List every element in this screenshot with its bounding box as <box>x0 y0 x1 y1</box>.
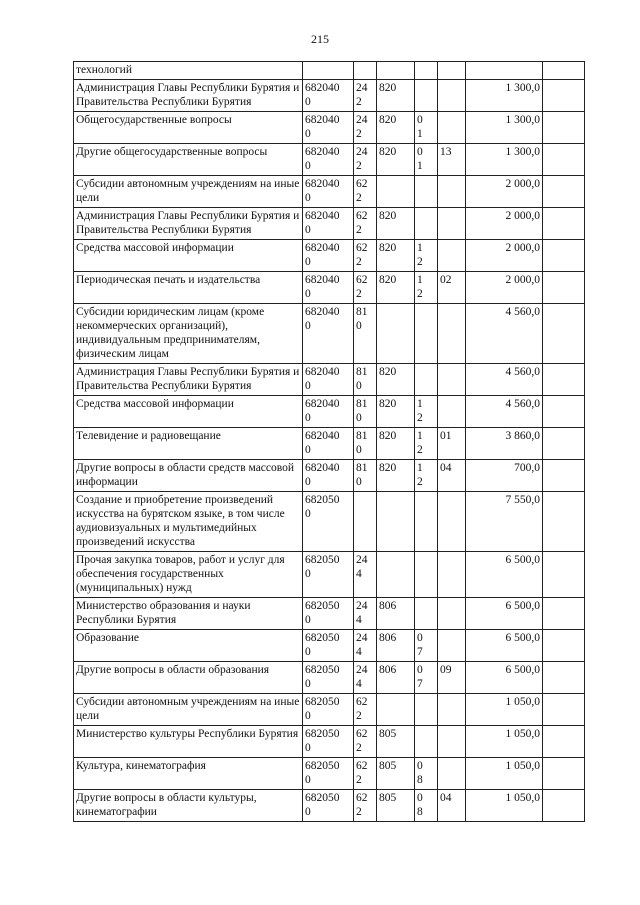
amount-cell: 1 050,0 <box>466 758 543 790</box>
section-cell: 0 7 <box>415 662 438 694</box>
table-row <box>74 662 585 694</box>
department-code-cell: 820 <box>377 272 415 304</box>
empty-cell <box>543 176 585 208</box>
section-cell <box>415 552 438 598</box>
section-cell <box>415 492 438 552</box>
table-row <box>74 428 585 460</box>
table-row <box>74 364 585 396</box>
department-code-cell: 805 <box>377 758 415 790</box>
item-name-cell: Телевидение и радиовещание <box>74 428 303 460</box>
subsection-cell <box>438 62 466 80</box>
item-name-cell: Прочая закупка товаров, работ и услуг для обеспечения государственных (муниципальных) нужд <box>74 552 303 598</box>
department-code-cell: 820 <box>377 240 415 272</box>
section-cell <box>415 304 438 364</box>
amount-cell: 2 000,0 <box>466 240 543 272</box>
target-code-cell: 682040 0 <box>303 272 354 304</box>
expense-type-cell: 62 2 <box>354 208 377 240</box>
item-name-cell: Другие вопросы в области образования <box>74 662 303 694</box>
expense-type-cell: 24 2 <box>354 112 377 144</box>
empty-cell <box>543 208 585 240</box>
empty-cell <box>543 758 585 790</box>
department-code-cell: 820 <box>377 428 415 460</box>
target-code-cell: 682040 0 <box>303 176 354 208</box>
amount-cell: 6 500,0 <box>466 552 543 598</box>
target-code-cell: 682040 0 <box>303 240 354 272</box>
section-cell: 1 2 <box>415 272 438 304</box>
table-row <box>74 208 585 240</box>
subsection-cell: 09 <box>438 662 466 694</box>
table-row <box>74 396 585 428</box>
item-name-cell: Субсидии автономным учреждениям на иные цели <box>74 694 303 726</box>
target-code-cell: 682040 0 <box>303 144 354 176</box>
section-cell <box>415 176 438 208</box>
empty-cell <box>543 630 585 662</box>
target-code-cell: 682040 0 <box>303 208 354 240</box>
expense-type-cell: 81 0 <box>354 364 377 396</box>
section-cell <box>415 62 438 80</box>
target-code-cell: 682050 0 <box>303 726 354 758</box>
item-name-cell: Администрация Главы Республики Бурятия и Правительства Республики Бурятия <box>74 80 303 112</box>
expense-type-cell: 62 2 <box>354 726 377 758</box>
table-row <box>74 112 585 144</box>
amount-cell: 6 500,0 <box>466 630 543 662</box>
amount-cell: 1 050,0 <box>466 790 543 822</box>
subsection-cell: 04 <box>438 790 466 822</box>
expense-type-cell: 62 2 <box>354 790 377 822</box>
table-row <box>74 694 585 726</box>
target-code-cell: 682040 0 <box>303 428 354 460</box>
item-name-cell: Образование <box>74 630 303 662</box>
target-code-cell: 682040 0 <box>303 460 354 492</box>
table-row <box>74 240 585 272</box>
department-code-cell: 820 <box>377 396 415 428</box>
department-code-cell <box>377 694 415 726</box>
item-name-cell: Администрация Главы Республики Бурятия и Правительства Республики Бурятия <box>74 364 303 396</box>
item-name-cell: Средства массовой информации <box>74 396 303 428</box>
section-cell: 1 2 <box>415 428 438 460</box>
subsection-cell <box>438 304 466 364</box>
expense-type-cell: 62 2 <box>354 272 377 304</box>
empty-cell <box>543 62 585 80</box>
department-code-cell <box>377 552 415 598</box>
empty-cell <box>543 240 585 272</box>
expense-type-cell: 24 4 <box>354 662 377 694</box>
subsection-cell <box>438 552 466 598</box>
department-code-cell: 805 <box>377 726 415 758</box>
subsection-cell <box>438 630 466 662</box>
empty-cell <box>543 112 585 144</box>
section-cell <box>415 208 438 240</box>
empty-cell <box>543 492 585 552</box>
expense-type-cell: 62 2 <box>354 240 377 272</box>
department-code-cell <box>377 492 415 552</box>
section-cell <box>415 598 438 630</box>
subsection-cell <box>438 694 466 726</box>
item-name-cell: Общегосударственные вопросы <box>74 112 303 144</box>
department-code-cell: 806 <box>377 630 415 662</box>
department-code-cell: 820 <box>377 144 415 176</box>
expense-type-cell: 24 2 <box>354 144 377 176</box>
subsection-cell <box>438 240 466 272</box>
section-cell: 0 7 <box>415 630 438 662</box>
department-code-cell: 806 <box>377 662 415 694</box>
section-cell <box>415 80 438 112</box>
empty-cell <box>543 662 585 694</box>
amount-cell: 1 050,0 <box>466 726 543 758</box>
empty-cell <box>543 144 585 176</box>
department-code-cell: 805 <box>377 790 415 822</box>
section-cell <box>415 694 438 726</box>
section-cell: 1 2 <box>415 240 438 272</box>
table-row <box>74 304 585 364</box>
subsection-cell <box>438 598 466 630</box>
target-code-cell: 682050 0 <box>303 662 354 694</box>
expense-type-cell: 24 4 <box>354 630 377 662</box>
section-cell: 0 8 <box>415 790 438 822</box>
empty-cell <box>543 694 585 726</box>
section-cell <box>415 364 438 396</box>
table-row <box>74 272 585 304</box>
department-code-cell <box>377 176 415 208</box>
expense-type-cell <box>354 492 377 552</box>
target-code-cell: 682050 0 <box>303 694 354 726</box>
section-cell: 0 1 <box>415 144 438 176</box>
table-row <box>74 758 585 790</box>
department-code-cell: 820 <box>377 208 415 240</box>
amount-cell: 1 300,0 <box>466 80 543 112</box>
subsection-cell <box>438 364 466 396</box>
table-row <box>74 726 585 758</box>
empty-cell <box>543 598 585 630</box>
department-code-cell: 820 <box>377 112 415 144</box>
table-row <box>74 492 585 552</box>
item-name-cell: технологий <box>74 62 303 80</box>
subsection-cell: 13 <box>438 144 466 176</box>
amount-cell: 7 550,0 <box>466 492 543 552</box>
target-code-cell: 682050 0 <box>303 758 354 790</box>
amount-cell <box>466 62 543 80</box>
amount-cell: 2 000,0 <box>466 272 543 304</box>
expense-type-cell: 62 2 <box>354 758 377 790</box>
item-name-cell: Министерство образования и науки Республики Бурятия <box>74 598 303 630</box>
empty-cell <box>543 726 585 758</box>
amount-cell: 4 560,0 <box>466 304 543 364</box>
target-code-cell: 682050 0 <box>303 598 354 630</box>
target-code-cell: 682040 0 <box>303 112 354 144</box>
target-code-cell: 682040 0 <box>303 304 354 364</box>
item-name-cell: Другие общегосударственные вопросы <box>74 144 303 176</box>
empty-cell <box>543 552 585 598</box>
expense-type-cell: 81 0 <box>354 460 377 492</box>
table-row <box>74 460 585 492</box>
subsection-cell <box>438 80 466 112</box>
expense-type-cell: 62 2 <box>354 694 377 726</box>
section-cell: 0 8 <box>415 758 438 790</box>
expense-type-cell <box>354 62 377 80</box>
amount-cell: 6 500,0 <box>466 662 543 694</box>
target-code-cell: 682050 0 <box>303 552 354 598</box>
budget-table <box>73 61 585 822</box>
item-name-cell: Культура, кинематография <box>74 758 303 790</box>
empty-cell <box>543 272 585 304</box>
item-name-cell: Субсидии юридическим лицам (кроме некоммерческих организаций), индивидуальным предпринимателям, физическим лицам <box>74 304 303 364</box>
subsection-cell: 04 <box>438 460 466 492</box>
subsection-cell <box>438 112 466 144</box>
department-code-cell <box>377 304 415 364</box>
empty-cell <box>543 428 585 460</box>
subsection-cell <box>438 492 466 552</box>
section-cell <box>415 726 438 758</box>
target-code-cell: 682040 0 <box>303 396 354 428</box>
amount-cell: 6 500,0 <box>466 598 543 630</box>
expense-type-cell: 24 2 <box>354 80 377 112</box>
empty-cell <box>543 396 585 428</box>
subsection-cell <box>438 758 466 790</box>
expense-type-cell: 62 2 <box>354 176 377 208</box>
amount-cell: 700,0 <box>466 460 543 492</box>
expense-type-cell: 81 0 <box>354 396 377 428</box>
subsection-cell: 01 <box>438 428 466 460</box>
empty-cell <box>543 80 585 112</box>
table-row <box>74 144 585 176</box>
budget-table-body <box>74 62 585 822</box>
amount-cell: 1 300,0 <box>466 144 543 176</box>
subsection-cell <box>438 208 466 240</box>
section-cell: 1 2 <box>415 460 438 492</box>
table-row <box>74 80 585 112</box>
target-code-cell: 682040 0 <box>303 80 354 112</box>
target-code-cell: 682040 0 <box>303 364 354 396</box>
item-name-cell: Периодическая печать и издательства <box>74 272 303 304</box>
empty-cell <box>543 460 585 492</box>
department-code-cell: 820 <box>377 364 415 396</box>
target-code-cell <box>303 62 354 80</box>
item-name-cell: Средства массовой информации <box>74 240 303 272</box>
item-name-cell: Администрация Главы Республики Бурятия и Правительства Республики Бурятия <box>74 208 303 240</box>
table-row <box>74 62 585 80</box>
amount-cell: 1 050,0 <box>466 694 543 726</box>
amount-cell: 2 000,0 <box>466 176 543 208</box>
amount-cell: 4 560,0 <box>466 396 543 428</box>
expense-type-cell: 24 4 <box>354 598 377 630</box>
subsection-cell <box>438 396 466 428</box>
item-name-cell: Другие вопросы в области культуры, кинематографии <box>74 790 303 822</box>
table-row <box>74 552 585 598</box>
subsection-cell: 02 <box>438 272 466 304</box>
amount-cell: 2 000,0 <box>466 208 543 240</box>
section-cell: 0 1 <box>415 112 438 144</box>
subsection-cell <box>438 176 466 208</box>
amount-cell: 1 300,0 <box>466 112 543 144</box>
expense-type-cell: 24 4 <box>354 552 377 598</box>
item-name-cell: Министерство культуры Республики Бурятия <box>74 726 303 758</box>
target-code-cell: 682050 0 <box>303 492 354 552</box>
table-row <box>74 790 585 822</box>
table-row <box>74 176 585 208</box>
item-name-cell: Создание и приобретение произведений искусства на бурятском языке, в том числе аудиовизуальных и мультимедийных произведений искусства <box>74 492 303 552</box>
target-code-cell: 682050 0 <box>303 790 354 822</box>
department-code-cell: 820 <box>377 80 415 112</box>
page-number: 215 <box>311 32 329 46</box>
table-row <box>74 630 585 662</box>
empty-cell <box>543 790 585 822</box>
section-cell: 1 2 <box>415 396 438 428</box>
item-name-cell: Субсидии автономным учреждениям на иные цели <box>74 176 303 208</box>
item-name-cell: Другие вопросы в области средств массовой информации <box>74 460 303 492</box>
expense-type-cell: 81 0 <box>354 304 377 364</box>
table-row <box>74 598 585 630</box>
amount-cell: 4 560,0 <box>466 364 543 396</box>
subsection-cell <box>438 726 466 758</box>
empty-cell <box>543 304 585 364</box>
department-code-cell <box>377 62 415 80</box>
department-code-cell: 820 <box>377 460 415 492</box>
target-code-cell: 682050 0 <box>303 630 354 662</box>
expense-type-cell: 81 0 <box>354 428 377 460</box>
empty-cell <box>543 364 585 396</box>
department-code-cell: 806 <box>377 598 415 630</box>
amount-cell: 3 860,0 <box>466 428 543 460</box>
